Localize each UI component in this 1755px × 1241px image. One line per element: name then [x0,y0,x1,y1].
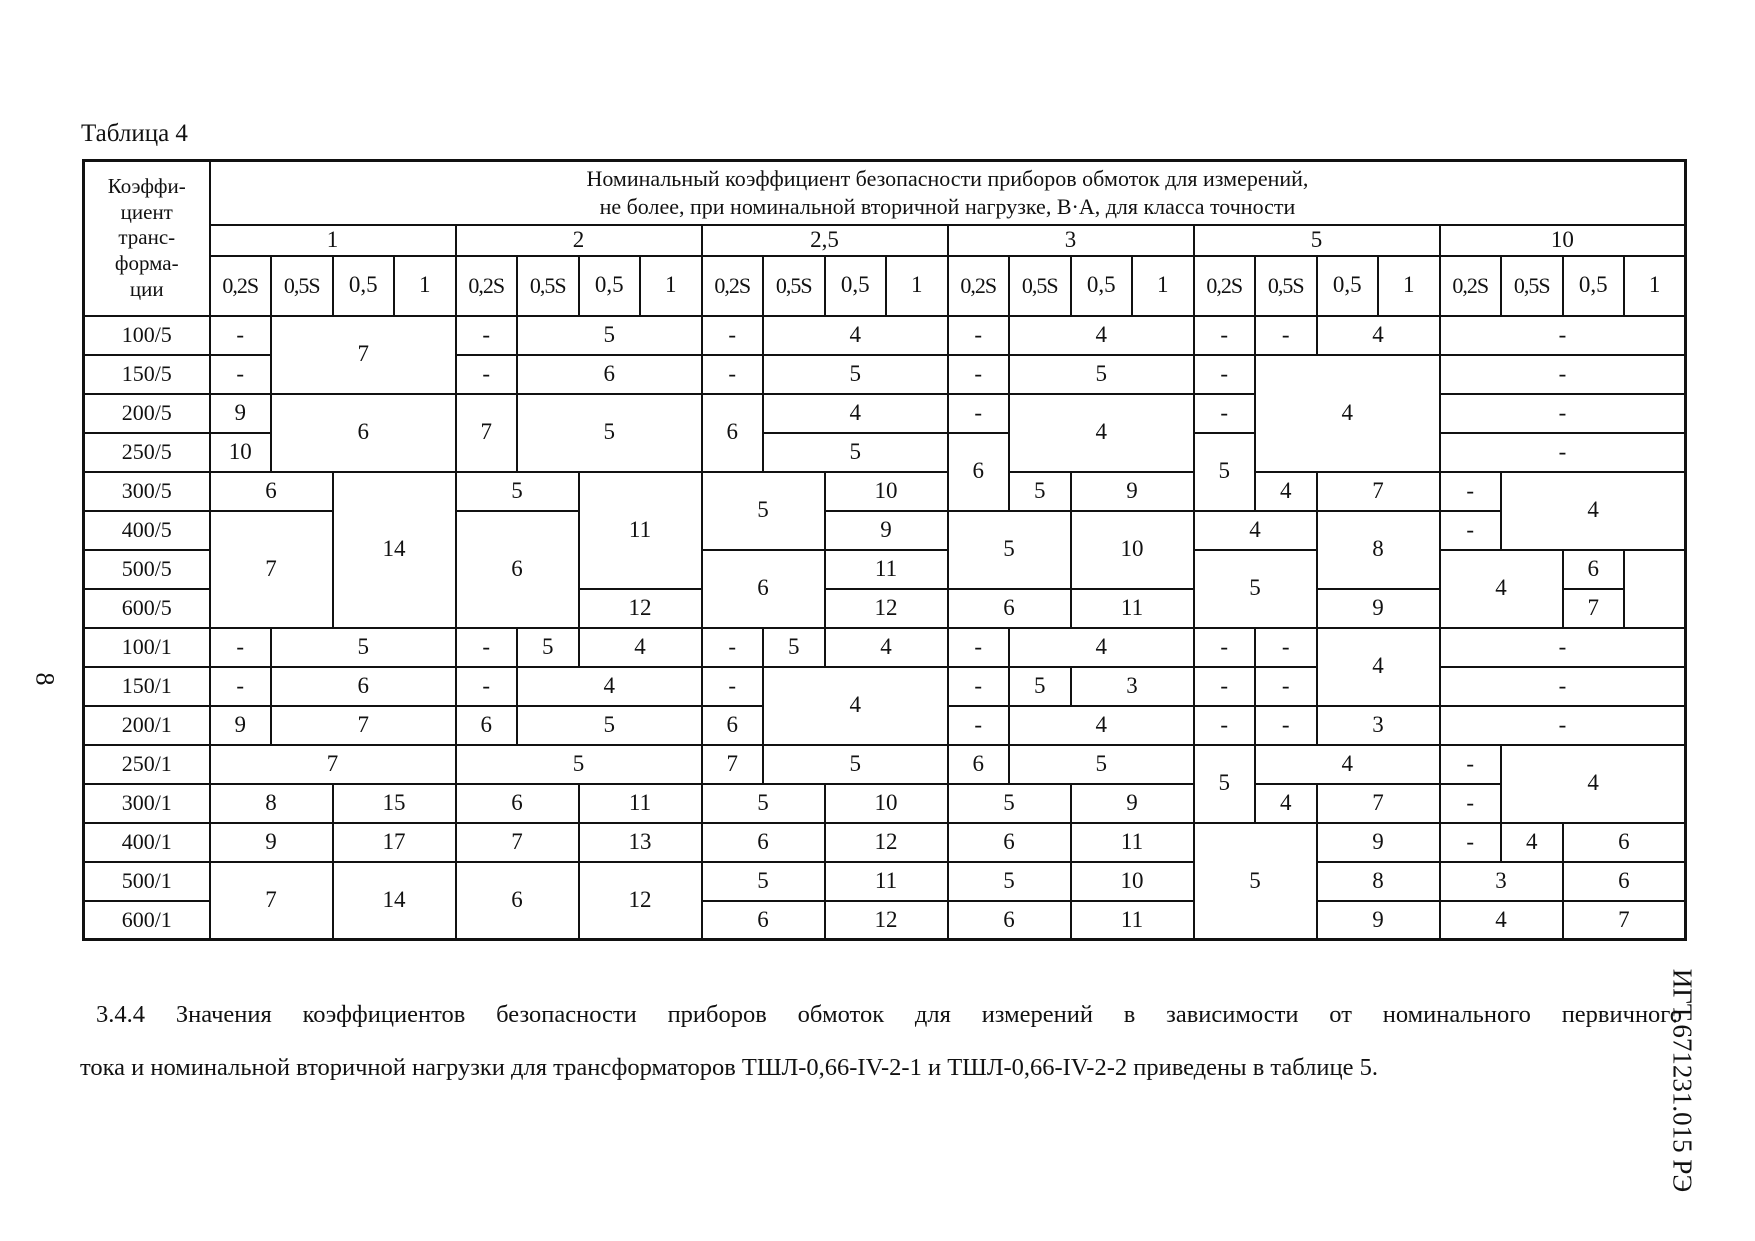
value-cell: 7 [1317,784,1440,823]
value-cell: 8 [210,784,333,823]
value-cell: 6 [456,511,579,628]
load-header: 10 [1440,225,1686,256]
ratio-cell: 100/1 [84,628,210,667]
value-cell: - [948,667,1010,706]
value-cell: 6 [456,706,518,745]
value-cell: 10 [1071,862,1194,901]
ratio-cell: 500/1 [84,862,210,901]
value-cell: 6 [702,706,764,745]
accuracy-class-header: 0,2S [702,256,764,316]
value-cell: - [1255,667,1317,706]
corner-header-line: Коэффи- [107,174,186,199]
accuracy-class-header: 0,5S [1501,256,1563,316]
value-cell: 12 [825,823,948,862]
load-header-row [84,225,1686,256]
value-cell: - [1440,706,1686,745]
value-cell: 11 [579,472,702,589]
value-cell: 7 [456,394,518,472]
value-cell: 5 [1009,355,1194,394]
value-cell: 3 [1440,862,1563,901]
value-cell: 11 [1071,589,1194,628]
value-cell: 3 [1071,667,1194,706]
value-cell: 9 [825,511,948,550]
value-cell: - [948,316,1010,355]
value-cell: 4 [1440,550,1563,628]
value-cell: 5 [517,394,702,472]
ratio-cell: 400/1 [84,823,210,862]
value-cell: 7 [271,316,456,394]
table-row [84,667,1686,706]
value-cell: - [456,316,518,355]
value-cell: - [1194,355,1256,394]
accuracy-class-header: 0,5S [1009,256,1071,316]
value-cell: 7 [210,511,333,628]
value-cell: 12 [825,901,948,940]
value-cell: 4 [1009,394,1194,472]
value-cell: 4 [1317,628,1440,706]
value-cell: - [1440,667,1686,706]
ratio-cell: 500/5 [84,550,210,589]
table-row [84,628,1686,667]
value-cell: 6 [271,667,456,706]
value-cell: - [210,316,272,355]
value-cell: 7 [1563,589,1625,628]
accuracy-class-header: 1 [1624,256,1686,316]
value-cell: 11 [1071,823,1194,862]
value-cell: - [1440,784,1502,823]
value-cell: 4 [1009,628,1194,667]
corner-header-line: форма- [114,251,179,276]
load-header: 2 [456,225,702,256]
table-title: Таблица 4 [81,120,188,147]
value-cell: 4 [1255,355,1440,472]
table-row [84,862,1686,901]
value-cell: 12 [825,589,948,628]
value-cell: 6 [948,433,1010,511]
safety-factor-table [82,159,1687,941]
ratio-cell: 400/5 [84,511,210,550]
value-cell: 6 [1563,823,1686,862]
value-cell: 7 [210,745,456,784]
value-cell: 6 [456,862,579,940]
value-cell: - [702,628,764,667]
value-cell: 5 [517,316,702,355]
value-cell: 5 [948,511,1071,589]
value-cell: 5 [1194,745,1256,823]
value-cell: 5 [456,472,579,511]
ratio-cell: 300/5 [84,472,210,511]
accuracy-class-header: 1 [1378,256,1440,316]
value-cell: - [1440,823,1502,862]
value-cell: 5 [456,745,702,784]
paragraph-line-1: 3.4.4 Значения коэффициентов безопасности приборов обмоток для измерений в зависимости от номинального первичного [96,1001,1682,1028]
table-row [84,511,1686,550]
value-cell: 5 [1009,472,1071,511]
document-code: ИГТ.671231.015 РЭ [1667,968,1698,1193]
accuracy-class-header: 0,2S [1440,256,1502,316]
value-cell: 5 [271,628,456,667]
value-cell: 15 [333,784,456,823]
value-cell: - [1194,394,1256,433]
value-cell: - [948,355,1010,394]
value-cell: 5 [702,784,825,823]
value-cell: 4 [1255,745,1440,784]
value-cell: 11 [825,862,948,901]
accuracy-class-header: 1 [1132,256,1194,316]
value-cell: - [1440,472,1502,511]
ratio-cell: 250/5 [84,433,210,472]
ratio-column-header [84,161,210,316]
section-paragraph [80,988,1682,1094]
value-cell: - [1255,316,1317,355]
value-cell: 4 [1501,745,1686,823]
accuracy-class-header: 0,5 [1563,256,1625,316]
accuracy-class-header: 0,2S [1194,256,1256,316]
corner-header-line: ции [129,276,164,301]
value-cell: 8 [1317,862,1440,901]
value-cell: 8 [1317,511,1440,589]
accuracy-class-header: 0,5 [333,256,395,316]
value-cell: 14 [333,862,456,940]
value-cell: 6 [1563,550,1625,589]
value-cell: 5 [517,706,702,745]
value-cell: - [1255,706,1317,745]
ratio-cell: 300/1 [84,784,210,823]
ratio-cell: 600/1 [84,901,210,940]
value-cell: 4 [1440,901,1563,940]
value-cell: - [1194,628,1256,667]
value-cell: - [702,667,764,706]
ratio-cell: 200/5 [84,394,210,433]
value-cell: 9 [1071,784,1194,823]
value-cell: 5 [763,745,948,784]
value-cell: 10 [825,472,948,511]
value-cell: 6 [702,394,764,472]
value-cell: - [1194,706,1256,745]
value-cell: 6 [702,550,825,628]
corner-header-line: транс- [118,225,176,250]
value-cell: 10 [1071,511,1194,589]
value-cell: 5 [1009,667,1071,706]
value-cell: 6 [948,901,1071,940]
accuracy-class-header: 0,5 [1071,256,1133,316]
value-cell: 4 [825,628,948,667]
accuracy-class-header: 1 [394,256,456,316]
accuracy-class-header: 0,2S [948,256,1010,316]
ratio-cell: 200/1 [84,706,210,745]
value-cell: - [210,667,272,706]
value-cell: - [1440,394,1686,433]
value-cell: - [702,355,764,394]
value-cell: 12 [579,862,702,940]
value-cell: - [210,355,272,394]
value-cell: 6 [271,394,456,472]
value-cell: 5 [1194,433,1256,511]
value-cell: - [1440,745,1502,784]
value-cell: 9 [1317,589,1440,628]
value-cell: 5 [517,628,579,667]
value-cell: - [456,355,518,394]
value-cell: 5 [1194,550,1317,628]
value-cell: 7 [702,745,764,784]
accuracy-class-header: 0,5 [579,256,641,316]
value-cell: 11 [579,784,702,823]
value-cell: - [1440,355,1686,394]
table-row [84,784,1686,823]
value-cell: - [1440,316,1686,355]
ratio-cell: 250/1 [84,745,210,784]
accuracy-class-header: 0,2S [456,256,518,316]
table-row [84,316,1686,355]
value-cell: 4 [1255,472,1317,511]
value-cell: 4 [1194,511,1317,550]
value-cell: 5 [763,355,948,394]
value-cell: 6 [1563,862,1686,901]
main-column-header [210,161,1686,225]
accuracy-class-header: 0,5S [517,256,579,316]
value-cell: 5 [702,862,825,901]
value-cell: - [948,628,1010,667]
value-cell: 4 [763,394,948,433]
accuracy-class-header: 0,5S [1255,256,1317,316]
accuracy-class-header: 1 [640,256,702,316]
table-row [84,472,1686,511]
value-cell: 6 [210,472,333,511]
value-cell: - [456,667,518,706]
value-cell: 7 [210,862,333,940]
value-cell: 5 [763,433,948,472]
ratio-cell: 150/1 [84,667,210,706]
main-header-line-2: не более, при номинальной вторичной нагрузке, В·А, для класса точности [599,193,1296,219]
header-row [84,161,1686,225]
value-cell: 10 [210,433,272,472]
value-cell: 6 [948,823,1071,862]
value-cell: 11 [825,550,948,589]
load-header: 2,5 [702,225,948,256]
value-cell: 6 [456,784,579,823]
value-cell: 7 [1317,472,1440,511]
value-cell: 5 [1194,823,1317,940]
value-cell: - [1194,667,1256,706]
accuracy-class-header: 0,5 [1317,256,1379,316]
table-row [84,394,1686,433]
ratio-cell: 600/5 [84,589,210,628]
value-cell: 7 [456,823,579,862]
value-cell: 4 [1501,823,1563,862]
table-row [84,823,1686,862]
value-cell: 4 [579,628,702,667]
value-cell: 4 [1317,316,1440,355]
ratio-cell: 150/5 [84,355,210,394]
value-cell: 12 [579,589,702,628]
value-cell: - [1255,628,1317,667]
class-header-row [84,256,1686,316]
value-cell: 4 [1501,472,1686,550]
value-cell: - [1440,628,1686,667]
ratio-cell: 100/5 [84,316,210,355]
main-header-line-1: Номинальный коэффициент безопасности приборов обмоток для измерений, [586,166,1309,192]
value-cell: 6 [702,901,825,940]
value-cell: 5 [763,628,825,667]
value-cell: - [948,706,1010,745]
value-cell: 4 [517,667,702,706]
value-cell: 6 [517,355,702,394]
value-cell: - [1440,433,1686,472]
accuracy-class-header: 0,5 [825,256,887,316]
page-number: 8 [30,672,60,686]
value-cell: 7 [1563,901,1686,940]
value-cell: 10 [825,784,948,823]
corner-header-line: циент [120,199,173,224]
value-cell: - [1194,316,1256,355]
value-cell: - [948,394,1010,433]
accuracy-class-header: 0,2S [210,256,272,316]
value-cell: 5 [948,784,1071,823]
accuracy-class-header: 1 [886,256,948,316]
value-cell: 5 [1009,745,1194,784]
value-cell: 4 [1009,706,1194,745]
value-cell: 9 [1071,472,1194,511]
value-cell: 3 [1317,706,1440,745]
load-header: 1 [210,225,456,256]
load-header: 5 [1194,225,1440,256]
value-cell: 6 [702,823,825,862]
value-cell: 9 [1317,823,1440,862]
value-cell: 7 [271,706,456,745]
value-cell: 6 [948,589,1071,628]
accuracy-class-header: 0,5S [763,256,825,316]
load-header: 3 [948,225,1194,256]
value-cell: 14 [333,472,456,628]
value-cell: 11 [1071,901,1194,940]
value-cell: - [702,316,764,355]
paragraph-line-2: тока и номинальной вторичной нагрузки для трансформаторов ТШЛ-0,66-IV-2-1 и ТШЛ-0,66-IV-2-2 приведены в таблице 5. [80,1054,1378,1081]
value-cell: - [456,628,518,667]
value-cell: - [210,628,272,667]
value-cell: 6 [948,745,1010,784]
value-cell: 13 [579,823,702,862]
value-cell: 9 [1317,901,1440,940]
value-cell: 9 [210,823,333,862]
value-cell: 5 [948,862,1071,901]
value-cell: 4 [1255,784,1317,823]
value-cell: - [1440,511,1502,550]
table-row [84,745,1686,784]
value-cell: 4 [1009,316,1194,355]
value-cell: 17 [333,823,456,862]
accuracy-class-header: 0,5S [271,256,333,316]
value-cell: 4 [763,667,948,745]
value-cell: 9 [210,394,272,433]
value-cell: 4 [763,316,948,355]
value-cell: 5 [702,472,825,550]
value-cell: 9 [210,706,272,745]
